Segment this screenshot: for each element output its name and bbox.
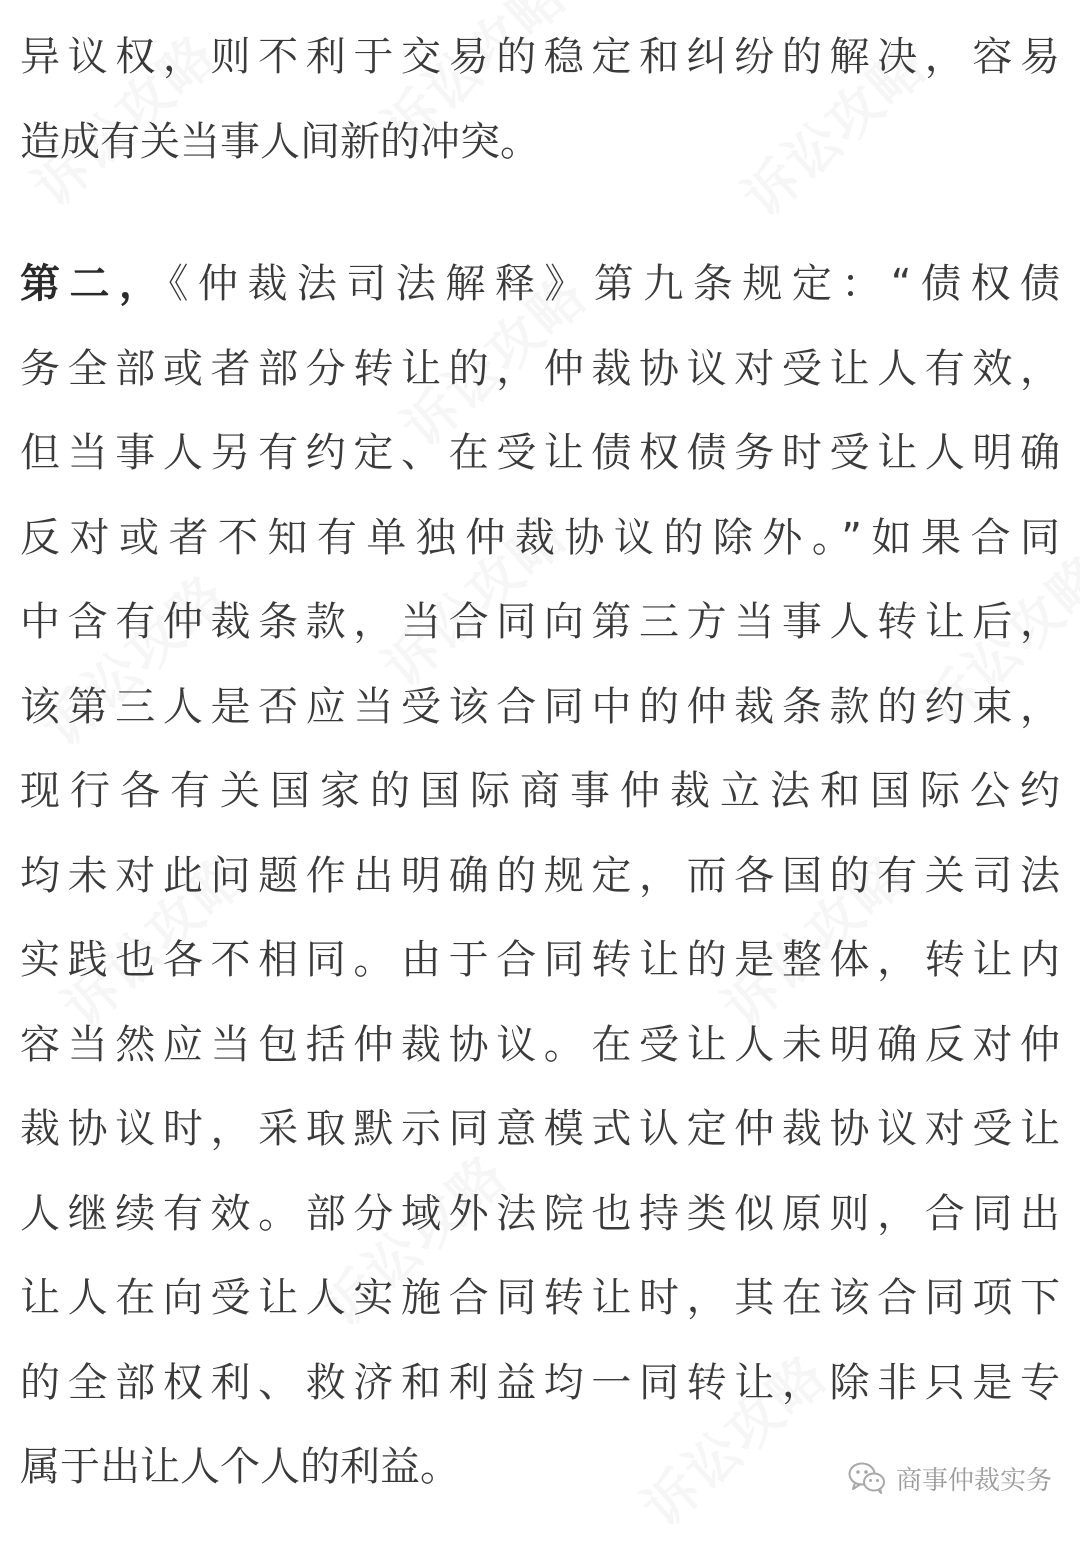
- paragraph-continuation: [20, 15, 1060, 184]
- text-line: 裁协议时，采取默示同意模式认定仲裁协议对受让: [20, 1106, 1060, 1152]
- text-line: 反对或者不知有单独仲裁协议的除外。”如果合同: [20, 514, 1060, 561]
- text-line: 人继续有效。部分域外法院也持类似原则，合同出: [20, 1190, 1060, 1237]
- text-line-rest: 《仲裁法司法解释》第九条规定：“债权债: [168, 261, 1060, 307]
- text-line: 属于出让人个人的利益。: [20, 1444, 460, 1490]
- text-line: 但当事人另有约定、在受让债权债务时受让人明确: [20, 430, 1060, 476]
- text-line: 该第三人是否应当受该合同中的仲裁条款的约束，: [20, 683, 1060, 730]
- text-line: 实践也各不相同。由于合同转让的是整体，转让内: [20, 937, 1060, 983]
- text-line: 中含有仲裁条款，当合同向第三方当事人转让后，: [20, 599, 1060, 645]
- wechat-icon: [848, 1461, 886, 1495]
- account-watermark: [848, 1456, 1052, 1500]
- text-line: 让人在向受让人实施合同转让时，其在该合同项下: [20, 1275, 1060, 1321]
- text-line: [20, 242, 1060, 327]
- text-line: 造成有关当事人间新的冲突。: [20, 118, 540, 165]
- paragraph-lead: 第二，: [20, 261, 169, 307]
- text-line: 现行各有关国家的国际商事仲裁立法和国际公约: [20, 768, 1060, 814]
- text-line: 异议权，则不利于交易的稳定和纠纷的解决，容易: [20, 34, 1060, 80]
- paragraph-second-point: [20, 242, 1060, 1510]
- text-line: 务全部或者部分转让的，仲裁协议对受让人有效，: [20, 345, 1060, 392]
- text-line: 均未对此问题作出明确的规定，而各国的有关司法: [20, 852, 1060, 899]
- account-name: 商事仲裁实务: [895, 1465, 1052, 1496]
- text-line: 的全部权利、救济和利益均一同转让，除非只是专: [20, 1359, 1060, 1406]
- text-line: 容当然应当包括仲裁协议。在受让人未明确反对仲: [20, 1021, 1060, 1068]
